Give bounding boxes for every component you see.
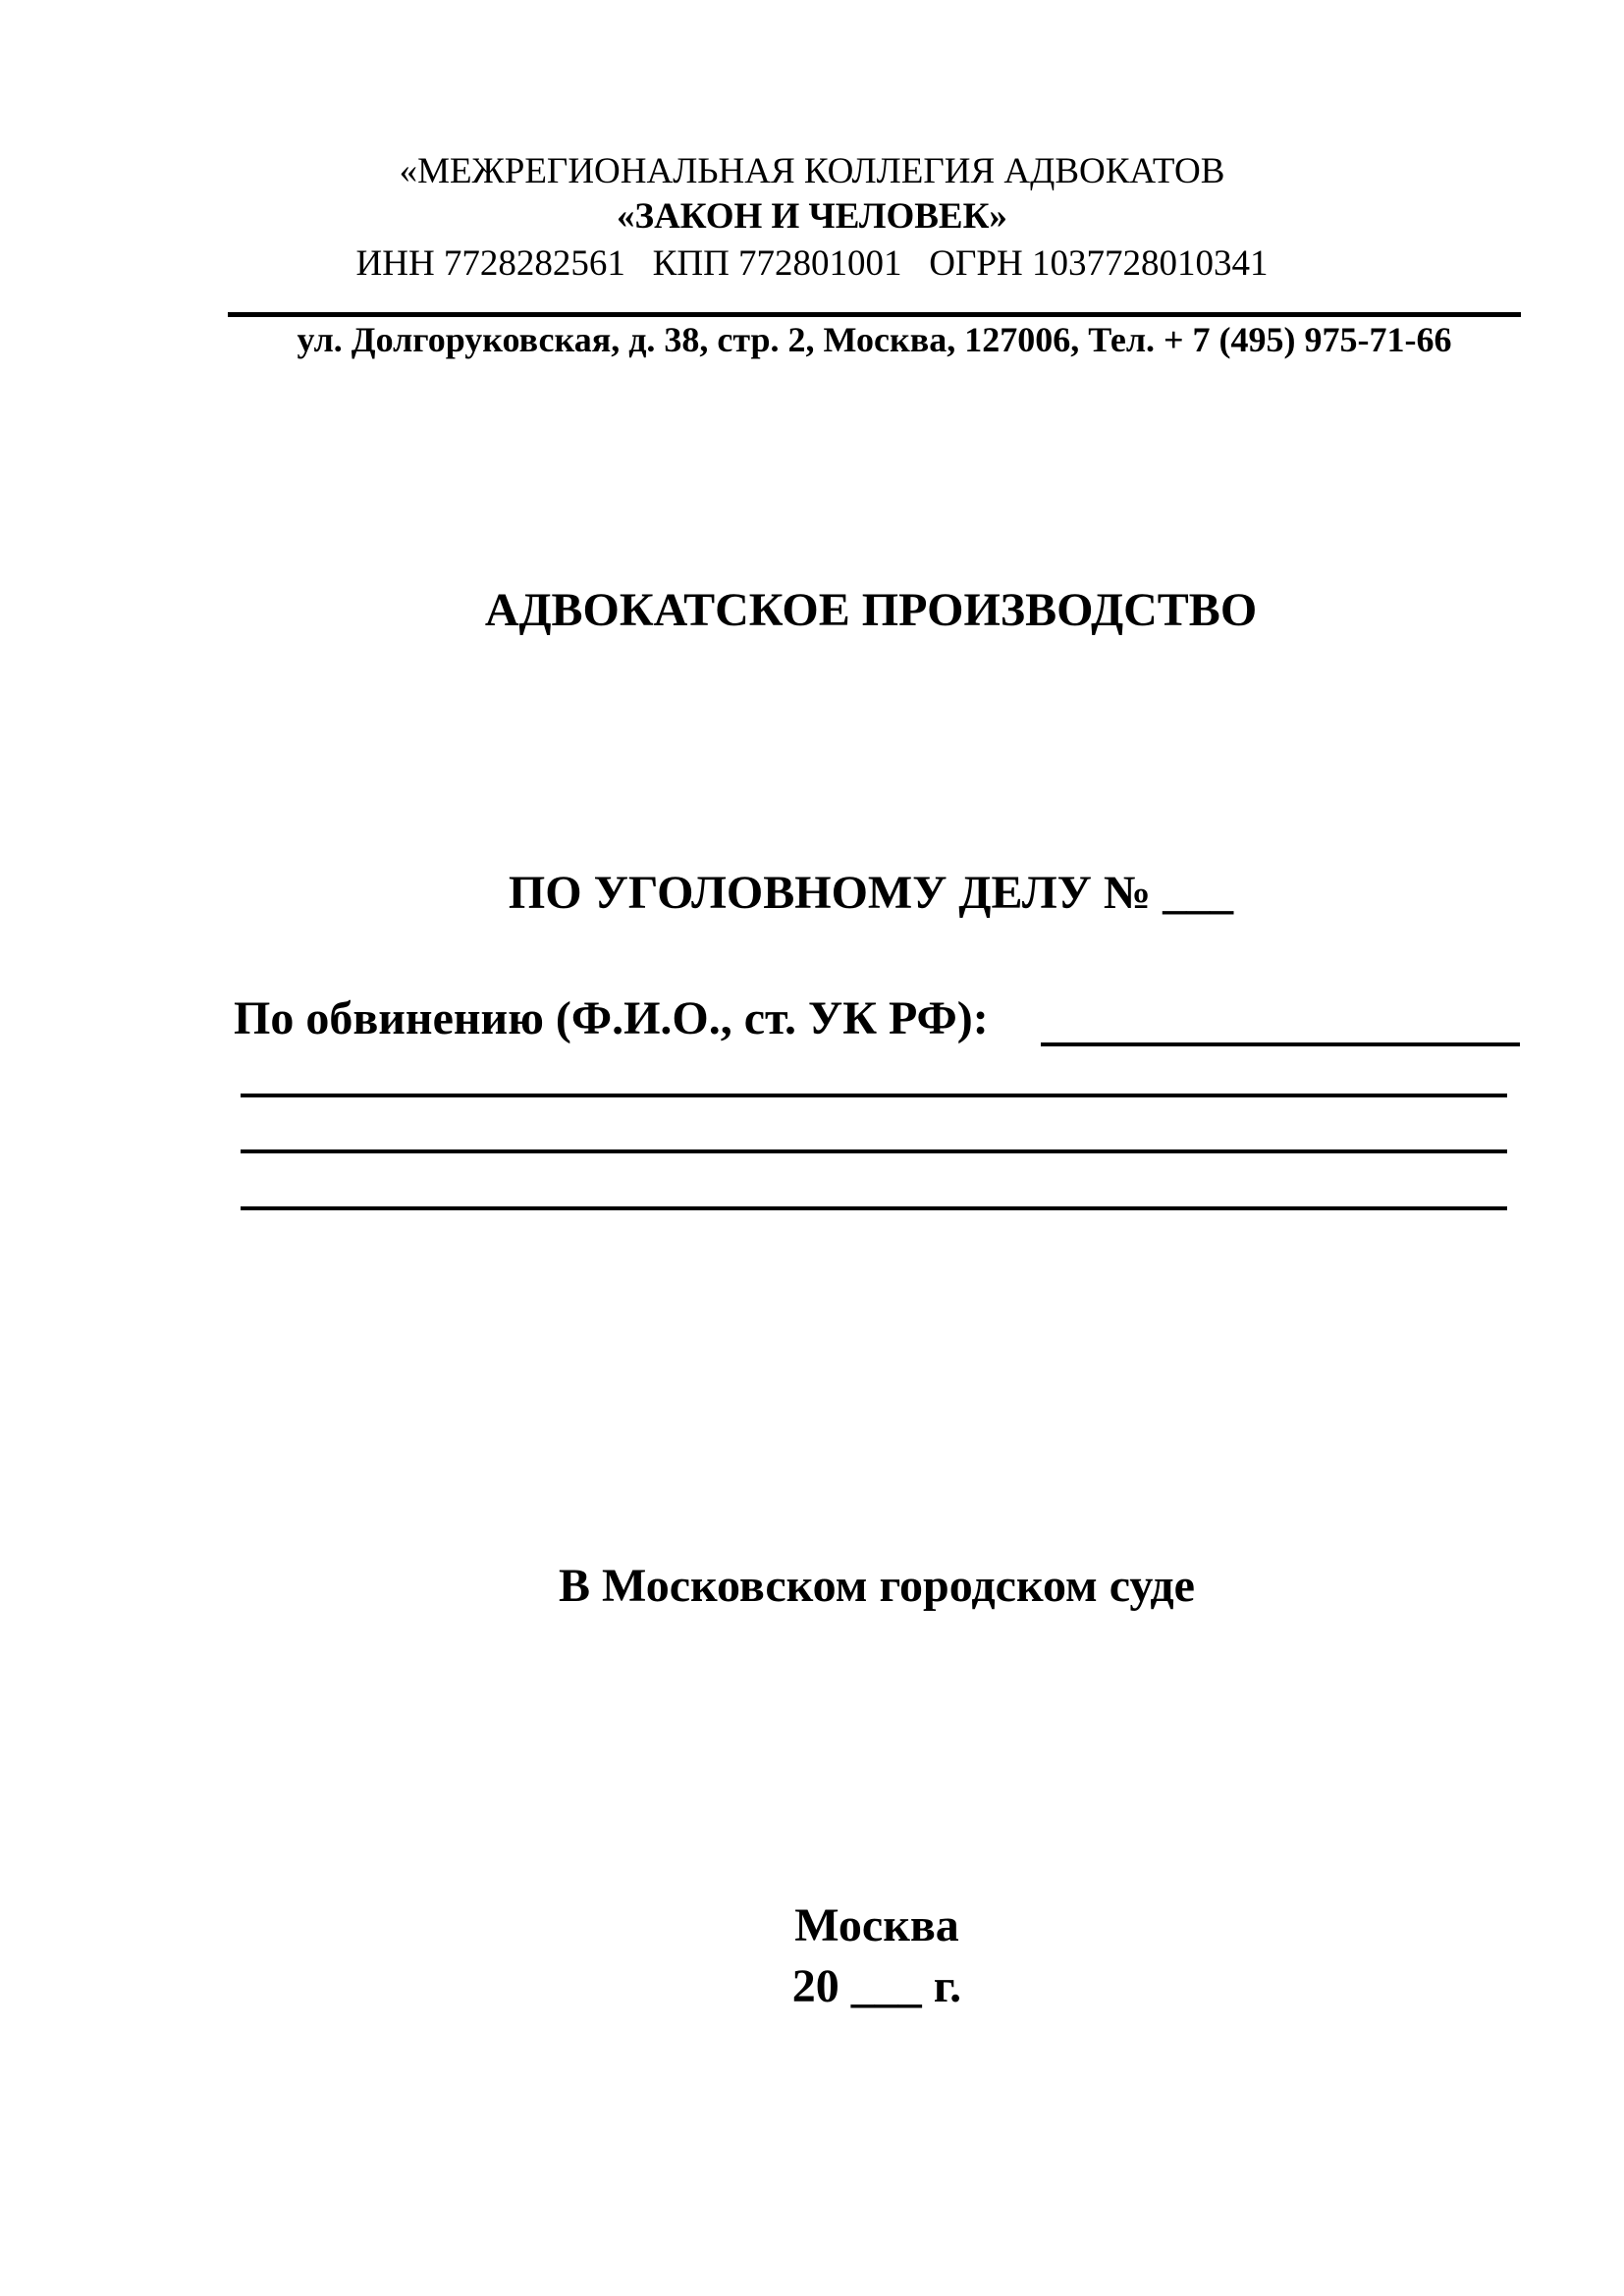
org-name-line2: «ЗАКОН И ЧЕЛОВЕК» xyxy=(617,196,1007,237)
document-title: АДВОКАТСКОЕ ПРОИЗВОДСТВО xyxy=(484,584,1258,636)
org-identifiers: ИНН 7728282561 КПП 772801001 ОГРН 1037728010341 xyxy=(355,243,1269,284)
blank-fill-line xyxy=(241,1094,1507,1097)
city-name: Москва xyxy=(794,1899,959,1951)
accusation-fill-line xyxy=(1041,1042,1520,1046)
org-name-line1: «МЕЖРЕГИОНАЛЬНАЯ КОЛЛЕГИЯ АДВОКАТОВ xyxy=(399,151,1225,191)
accusation-label: По обвинению (Ф.И.О., ст. УК РФ): xyxy=(234,992,989,1044)
blank-fill-line xyxy=(241,1149,1507,1153)
year-line: 20 ___ г. xyxy=(791,1960,962,2012)
org-address: ул. Долгоруковская, д. 38, стр. 2, Москва, 127006, Тел. + 7 (495) 975-71-66 xyxy=(297,320,1452,359)
court-name: В Московском городском суде xyxy=(559,1560,1195,1612)
blank-fill-line xyxy=(241,1206,1507,1210)
accusation-row xyxy=(234,989,1520,1048)
case-number-line: ПО УГОЛОВНОМУ ДЕЛУ № ___ xyxy=(508,867,1234,919)
